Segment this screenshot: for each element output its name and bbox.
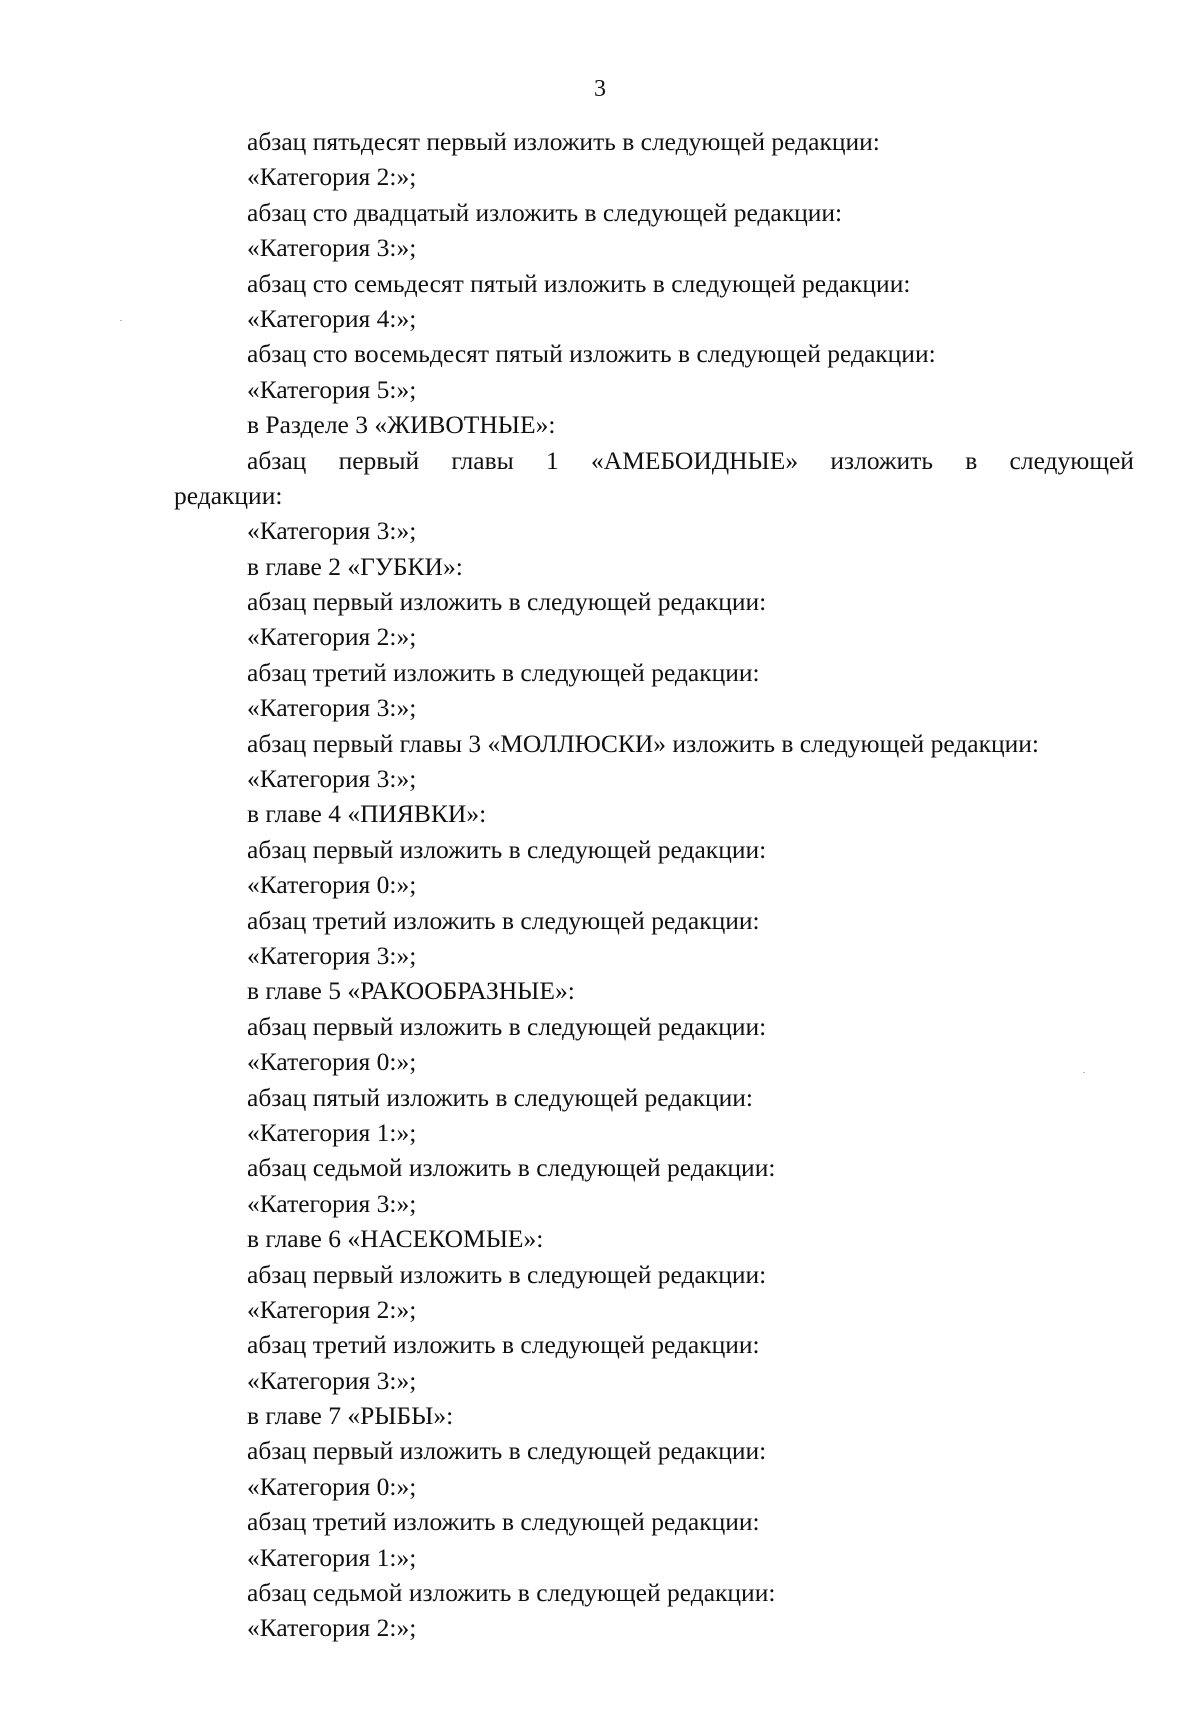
text-line: в главе 6 «НАСЕКОМЫЕ»: <box>247 1224 544 1254</box>
text-line: «Категория 2:»; <box>247 622 417 652</box>
text-line: абзац первый изложить в следующей редакции: <box>247 587 767 617</box>
text-line: абзац пятьдесят первый изложить в следующей редакции: <box>247 127 880 156</box>
text-line: «Категория 2:»; <box>247 1613 417 1643</box>
text-line: «Категория 3:»; <box>247 1188 417 1218</box>
text-line: абзац третий изложить в следующей редакции: <box>247 1330 760 1360</box>
paragraph-continuation: редакции: <box>174 480 283 510</box>
paragraphs-block-1 <box>174 124 1134 443</box>
word: в <box>965 445 978 475</box>
text-line: абзац пятый изложить в следующей редакции: <box>247 1082 753 1112</box>
scan-speck <box>120 320 122 321</box>
text-line: абзац первый изложить в следующей редакции: <box>247 834 767 864</box>
text-line: «Категория 3:»; <box>247 233 417 263</box>
text-line: «Категория 0:»; <box>247 870 417 900</box>
word: 1 <box>546 445 559 475</box>
word: абзац <box>247 445 307 475</box>
text-line: «Категория 3:»; <box>247 516 417 546</box>
text-line: абзац сто двадцатый изложить в следующей редакции: <box>247 197 843 227</box>
paragraphs-block-2 <box>174 513 1134 1646</box>
text-line: «Категория 1:»; <box>247 1117 417 1147</box>
text-line: «Категория 3:»; <box>247 940 417 970</box>
text-line: в главе 7 «РЫБЫ»: <box>247 1401 454 1431</box>
text-line: «Категория 0:»; <box>247 1471 417 1501</box>
text-line: абзац седьмой изложить в следующей редакции: <box>247 1153 776 1183</box>
text-line: «Категория 3:»; <box>247 1365 417 1395</box>
scan-speck <box>1083 1072 1085 1073</box>
text-line: абзац сто семьдесят пятый изложить в следующей редакции: <box>247 268 911 298</box>
text-line: абзац третий изложить в следующей редакции: <box>247 905 760 935</box>
text-line: в главе 5 «РАКООБРАЗНЫЕ»: <box>247 976 575 1006</box>
text-line: «Категория 2:»; <box>247 162 417 192</box>
text-line: «Категория 1:»; <box>247 1542 417 1572</box>
page-number: 3 <box>594 76 606 102</box>
justified-paragraph-line <box>247 443 1134 478</box>
text-line: абзац первый главы 3 «МОЛЛЮСКИ» изложить в следующей редакции: <box>247 728 1040 758</box>
text-line: абзац третий изложить в следующей редакции: <box>247 657 760 687</box>
text-line: в главе 4 «ПИЯВКИ»: <box>247 799 487 829</box>
text-line: абзац третий изложить в следующей редакции: <box>247 1507 760 1537</box>
word: следующей <box>1009 445 1134 475</box>
text-line: абзац седьмой изложить в следующей редакции: <box>247 1578 776 1608</box>
text-line: «Категория 3:»; <box>247 693 417 723</box>
text-line: «Категория 2:»; <box>247 1294 417 1324</box>
word: главы <box>451 445 514 475</box>
word: изложить <box>830 445 933 475</box>
text-line: абзац сто восемьдесят пятый изложить в следующей редакции: <box>247 339 936 369</box>
word: «АМЕБОИДНЫЕ» <box>591 445 799 475</box>
text-line: абзац первый изложить в следующей редакции: <box>247 1436 767 1466</box>
text-line: «Категория 3:»; <box>247 764 417 794</box>
text-line: «Категория 0:»; <box>247 1047 417 1077</box>
word: первый <box>338 445 420 475</box>
text-line: абзац первый изложить в следующей редакции: <box>247 1259 767 1289</box>
text-line: «Категория 5:»; <box>247 374 417 404</box>
document-body <box>174 124 1134 1646</box>
text-line: в Разделе 3 «ЖИВОТНЫЕ»: <box>247 410 556 440</box>
text-line: «Категория 4:»; <box>247 303 417 333</box>
text-line: абзац первый изложить в следующей редакции: <box>247 1011 767 1041</box>
text-line: в главе 2 «ГУБКИ»: <box>247 551 463 581</box>
